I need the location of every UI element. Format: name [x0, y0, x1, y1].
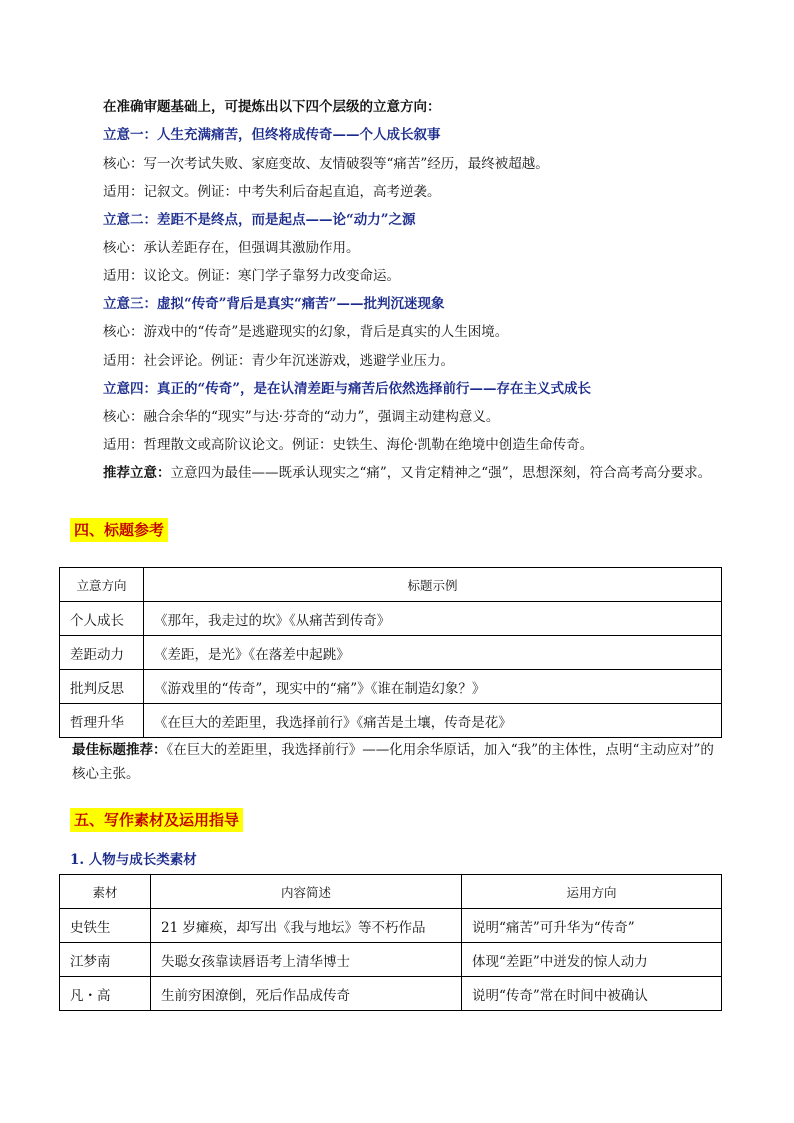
title-reference-table	[59, 567, 722, 738]
recommend-text: 立意四为最佳——既承认现实之“痛”，又肯定精神之“强”，思想深刻，符合高考高分要求。	[170, 465, 712, 481]
table-row	[60, 909, 722, 943]
best-title-lead: 最佳标题推荐：	[72, 742, 167, 758]
idea-4-apply: 适用：哲理散文或高阶议论文。例证：史铁生、海伦·凯勒在绝境中创造生命传奇。	[103, 437, 594, 453]
idea-3-core: 核心：游戏中的“传奇”是逃避现实的幻象，背后是真实的人生困境。	[103, 324, 509, 340]
section-heading-5: 五、写作素材及运用指导	[70, 808, 243, 832]
table-header-row	[60, 568, 722, 602]
table-header-cell: 标题示例	[144, 568, 722, 602]
table-cell: 《在巨大的差距里，我选择前行》《痛苦是土壤，传奇是花》	[144, 704, 722, 738]
table-header-cell: 运用方向	[462, 875, 722, 909]
table-header-cell: 立意方向	[60, 568, 144, 602]
table-header-cell: 素材	[60, 875, 151, 909]
table-cell: 《那年，我走过的坎》《从痛苦到传奇》	[144, 602, 722, 636]
table-header-cell: 内容简述	[151, 875, 462, 909]
idea-4-core: 核心：融合余华的“现实”与达·芬奇的“动力”，强调主动建构意义。	[103, 409, 500, 425]
idea-1-apply: 适用：记叙文。例证：中考失利后奋起直追，高考逆袭。	[103, 184, 441, 200]
table-cell: 哲理升华	[60, 704, 144, 738]
idea-2-apply: 适用：议论文。例证：寒门学子靠努力改变命运。	[103, 268, 400, 284]
section-heading-4: 四、标题参考	[70, 518, 168, 542]
table-row	[60, 602, 722, 636]
material-table	[59, 874, 722, 1011]
table-cell: 说明“传奇”常在时间中被确认	[462, 977, 722, 1011]
table-cell: 生前穷困潦倒，死后作品成传奇	[151, 977, 462, 1011]
idea-2-title: 立意二：差距不是终点，而是起点——论“动力”之源	[103, 212, 416, 228]
best-title-paragraph	[72, 738, 722, 786]
table-cell: 江梦南	[60, 943, 151, 977]
idea-1-title: 立意一：人生充满痛苦，但终将成传奇——个人成长叙事	[103, 127, 441, 143]
table-cell: 体现“差距”中迸发的惊人动力	[462, 943, 722, 977]
idea-1-core: 核心：写一次考试失败、家庭变故、友情破裂等“痛苦”经历，最终被超越。	[103, 156, 549, 172]
table-row	[60, 943, 722, 977]
table-cell: 21 岁瘫痪，却写出《我与地坛》等不朽作品	[151, 909, 462, 943]
subheading: 1. 人物与成长类素材	[70, 852, 197, 868]
table-cell: 失聪女孩靠读唇语考上清华博士	[151, 943, 462, 977]
table-cell: 差距动力	[60, 636, 144, 670]
table-cell: 说明“痛苦”可升华为“传奇”	[462, 909, 722, 943]
intro-text: 在准确审题基础上，可提炼出以下四个层级的立意方向：	[103, 99, 441, 115]
recommend-paragraph	[70, 459, 724, 487]
idea-3-title: 立意三：虚拟“传奇”背后是真实“痛苦”——批判沉迷现象	[103, 296, 445, 312]
table-cell: 《游戏里的“传奇”，现实中的“痛”》《谁在制造幻象？》	[144, 670, 722, 704]
idea-4-title: 立意四：真正的“传奇”，是在认清差距与痛苦后依然选择前行——存在主义式成长	[103, 381, 592, 397]
idea-2-core: 核心：承认差距存在，但强调其激励作用。	[103, 240, 360, 256]
recommend-lead: 推荐立意：	[103, 465, 171, 481]
table-cell: 《差距，是光》《在落差中起跳》	[144, 636, 722, 670]
table-row	[60, 636, 722, 670]
best-title-text: 《在巨大的差距里，我选择前行》——化用余华原话，加入“我”的主体性，点明“主动应对”的核心主张。	[72, 742, 714, 782]
table-row	[60, 704, 722, 738]
idea-3-apply: 适用：社会评论。例证：青少年沉迷游戏，逃避学业压力。	[103, 353, 454, 369]
table-row	[60, 670, 722, 704]
table-cell: 史铁生	[60, 909, 151, 943]
table-header-row	[60, 875, 722, 909]
table-cell: 批判反思	[60, 670, 144, 704]
table-cell: 个人成长	[60, 602, 144, 636]
table-cell: 凡・高	[60, 977, 151, 1011]
table-row	[60, 977, 722, 1011]
